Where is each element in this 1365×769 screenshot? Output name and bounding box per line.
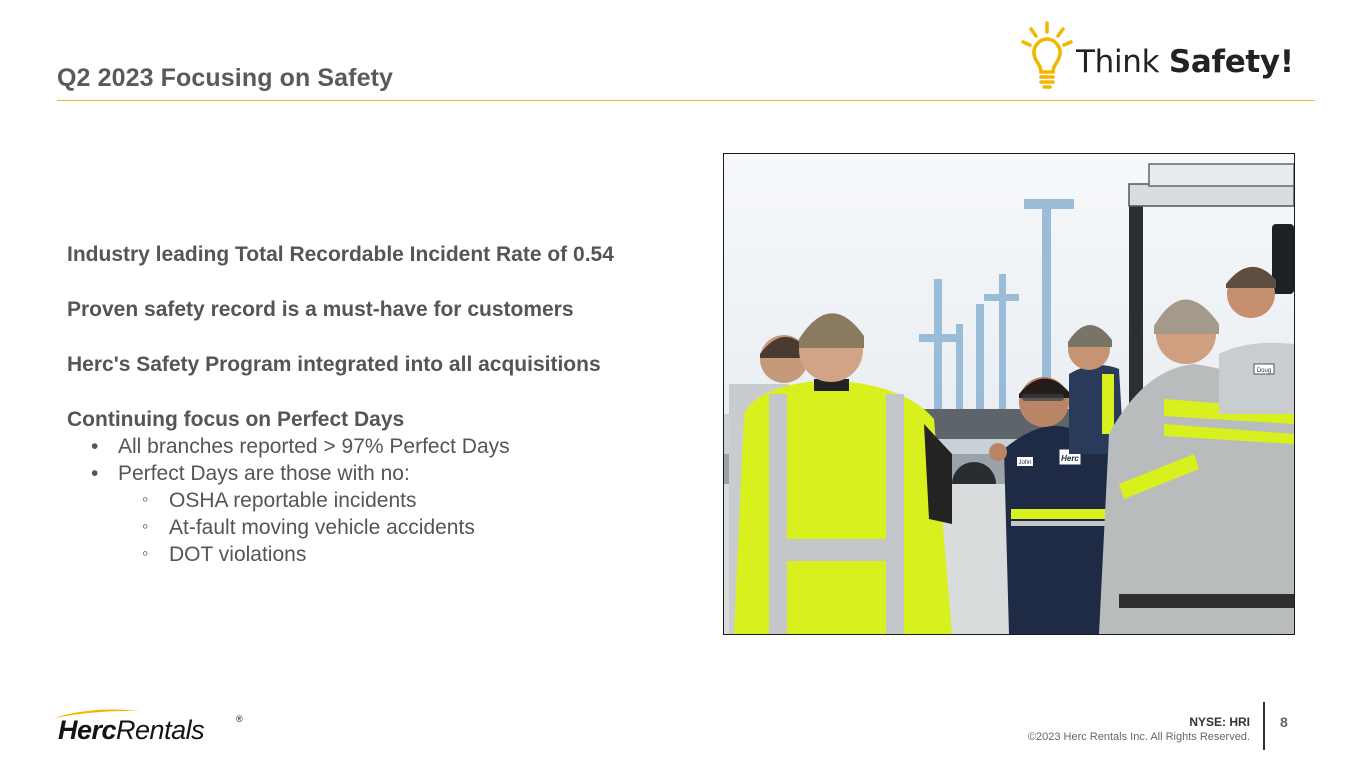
content-text-block — [67, 241, 707, 568]
lightbulb-icon — [1020, 20, 1074, 92]
think-word: Think — [1076, 44, 1169, 80]
bullet-text: Perfect Days are those with no: — [118, 462, 410, 485]
sub-bullet-text: OSHA reportable incidents — [169, 489, 417, 512]
registered-mark: ® — [236, 714, 243, 724]
herc-rentals-wordmark — [58, 715, 204, 746]
bullet-text: All branches reported > 97% Perfect Days — [118, 435, 510, 458]
bullet-branches — [67, 433, 707, 460]
point-safety-program: Herc's Safety Program integrated into all acquisitions — [67, 353, 601, 376]
safety-team-photo — [723, 153, 1295, 635]
point-safety-record: Proven safety record is a must-have for customers — [67, 298, 574, 321]
point-incident-rate: Industry leading Total Recordable Incident Rate of 0.54 — [67, 243, 614, 266]
sub-bullet-vehicle — [67, 514, 707, 541]
point-perfect-days: Continuing focus on Perfect Days — [67, 408, 405, 431]
sub-bullet-text: At-fault moving vehicle accidents — [169, 516, 475, 539]
herc-brand-regular: Rentals — [116, 715, 205, 745]
herc-brand-bold: Herc — [58, 715, 117, 745]
footer-legal — [1028, 714, 1250, 745]
sub-bullet-mark: ◦ — [142, 516, 149, 536]
photo-patch-text: Herc — [1061, 454, 1079, 463]
photo-name-tag-1: Doug — [1256, 368, 1272, 374]
think-safety-logo — [1020, 20, 1295, 92]
herc-rentals-logo — [46, 708, 251, 748]
think-safety-text — [1076, 44, 1294, 80]
bullet-mark: • — [91, 435, 99, 458]
sub-bullet-mark: ◦ — [142, 489, 149, 509]
footer-divider — [1263, 702, 1265, 750]
sub-bullet-mark: ◦ — [142, 543, 149, 563]
copyright-notice: ©2023 Herc Rentals Inc. All Rights Reserved. — [1027, 731, 1250, 743]
bullet-perfect-days-definition — [67, 460, 707, 487]
photo-illustration — [724, 154, 1294, 634]
title-divider — [57, 100, 1315, 101]
bullet-mark: • — [91, 462, 99, 485]
photo-name-tag-2: John — [1018, 460, 1032, 466]
sub-bullet-osha — [67, 487, 707, 514]
safety-word: Safety! — [1168, 44, 1294, 80]
page-number: 8 — [1280, 714, 1288, 730]
sub-bullet-text: DOT violations — [169, 543, 307, 566]
sub-bullet-dot — [67, 541, 707, 568]
stock-ticker: NYSE: HRI — [1189, 715, 1250, 729]
slide-title: Q2 2023 Focusing on Safety — [57, 64, 394, 92]
